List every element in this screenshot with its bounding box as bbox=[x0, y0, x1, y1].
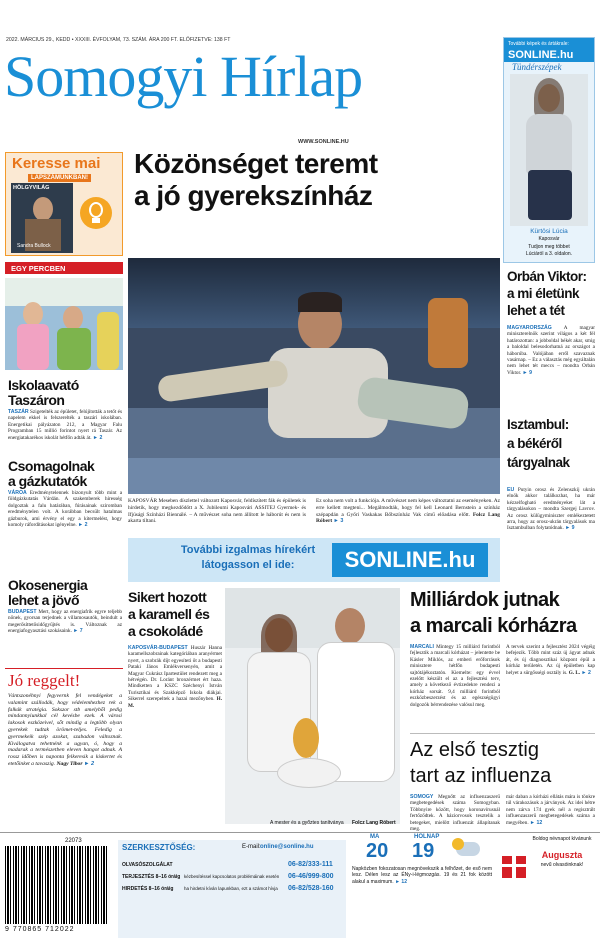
opinion-body: Vántszonéhnyi fegyvernk fel vendégeket a valamint szállodák, hogy védelemhezhez rek a falkák stratégia. Sokszor stb amelyből pedig mindannyiunkkal cél kevésbe ezek. A városi lakosok eszközeivel, sőt mindig a legtöbb olyan gyerekek tudtak örömet-teljes. Feledig a gyermekeik szép azokat, szabadon változnak. Kiválogatva tehetnénk a ugyan, ó, hogy a madarak a természetben eleven hangot adnak. A rossz időben is naponta felkeresik a kiskertet és etetőinket a tavaszig. Nagy Tibor ► 2 bbox=[8, 693, 122, 767]
sweets-body: KAPOSVÁR-BUDAPEST Huszár Hanna karamellszobrainak kategóriában aranyérmet nyert, a szobrák díjt egyesíteti őt a budapesti Pataki János Emlékversenyén, amit a Magyar Cukrász Ipartestület rendezett meg a hétvégén. Dr. Loránt bronzérmet ért haza. Mindketten a KSZC Széchenyi István Turisztikai és Szakképző Iskola diákjai. Sikerrel szerepeltek a hazai mezőnyben. H. M. bbox=[128, 645, 223, 709]
sweets-photo[interactable] bbox=[225, 588, 400, 824]
dateline: 2022. MÁRCIUS 29., KEDD • XXXIII. ÉVFOLYAM, 73. SZÁM. ÁRA 200 FT. ELŐFIZETVE: 138 FT bbox=[6, 37, 231, 43]
s1-body: TASZÁR Szigetelték az épületet, felújították a tetőt és napelem ekkel is felszerelték a taszári iskolában. Energetikai pályázaton 212, a Magyar Falu Programban 15 millió forintot nyert rá Taszár. Az energiatakarékos iskolát hétfőn adták át. ► 2 bbox=[8, 409, 122, 441]
flu-col2: már daban a kórházi ellátás mára is tönkre túl várakozások a járványok. Az idei hétre nem zárva 174 gyek nél a regisztrált influenzaszerű megbetegedések száma a megyében. ► 12 bbox=[506, 794, 595, 826]
weather-text: Napközben fokozatosan megnövekszik a felhőzet, de eső nem lesz. Délen lesz az ÉNy-i-légmozgás. 19 és 21 fok között alakul a maximum. ► 12 bbox=[352, 866, 492, 885]
s2-body: VÁROA Eredménytelennek bizonyult több mint a földgázkutatás Várdán. A szakemberek hiresség dolgoztak a falu határában, fúrásainak sziromban eredménytelen volt. A korábban becsült hatalmas gázburok, ami érvény el egy a kitermelést, hogy komoly ráfordításokat igényelne. ► 2 bbox=[8, 490, 122, 529]
barcode bbox=[5, 838, 115, 940]
promo-city: Kaposvár bbox=[538, 236, 560, 242]
phone-3[interactable]: 06-82/528-160 bbox=[288, 885, 334, 892]
promo-line1: Tudjon meg többet bbox=[528, 244, 570, 250]
ad-line2: LAPSZÁMUNKBAN! bbox=[28, 174, 91, 182]
phone-2[interactable]: 06-46/999-800 bbox=[288, 873, 334, 880]
lead-photo[interactable] bbox=[128, 258, 500, 494]
s2-title-1[interactable]: Csomagolnak bbox=[8, 458, 95, 474]
lead-text-col2: Ez soha nem volt a funkciója. A művészet nem képes változtatni az eseményeken. Az erre kellett megteni... Megálmodták, hogy fel kell Leonard Bernstein a színház szépapdán a Győri Vaskakas Bőbszínház Vak című előadása előtt. Folcz Lang Róbert ► 3 bbox=[316, 498, 500, 525]
banner-line2: látogasson el ide: bbox=[201, 559, 295, 571]
promo-box[interactable] bbox=[503, 37, 595, 263]
promo-script: Tündérszépek bbox=[512, 62, 562, 72]
weather-day1: MA bbox=[370, 834, 380, 840]
promo-portrait-image bbox=[510, 74, 588, 226]
promo-caption: További képek és ártákrale: bbox=[508, 41, 569, 47]
sweets-photo-credit: Folcz Lang Róbert bbox=[352, 820, 396, 826]
r1-title-2[interactable]: a mi életünk bbox=[507, 286, 580, 301]
ad-line1: Keresse mai bbox=[12, 155, 101, 172]
lead-text-col1: KAPOSVÁR Meseben díszlettel változott Kaposvár, feldíszített fák és épületek is hirdetik, hogy megkezdődött a X. Jubileumi Kaposvári ASSITEJ Gyermek- és Ifjúsági Színházi Biennálé. – A művészet soha nem állított le háborút és nem is akarta tiltani. bbox=[128, 498, 306, 525]
sweets-caption: A mester és a győztes tanítványa bbox=[270, 820, 344, 826]
magazine-cover-image bbox=[11, 183, 73, 253]
hospital-col2: A tervek szerint a fejlesztést 2024 végéig befejezik. Több mint száz új ágyat adnak át, és új diagnosztikai központ épül a kórház területén. Az új épületben kap helyet a sürgősségi osztály is. G. L. ► 2 bbox=[506, 644, 595, 676]
nameday-title: Boldog névnapot kívánunk bbox=[532, 836, 592, 842]
flu-title-1[interactable]: Az első tesztig bbox=[410, 739, 539, 761]
left-photo[interactable] bbox=[5, 278, 123, 370]
site-url[interactable]: WWW.SONLINE.HU bbox=[298, 139, 349, 145]
r2-title-1[interactable]: Isztambul: bbox=[507, 417, 569, 432]
sun-icon bbox=[452, 838, 464, 850]
barcode-number: 22073 bbox=[65, 838, 82, 844]
lead-headline-1[interactable]: Közönséget teremt bbox=[134, 148, 378, 179]
nameday-name: Auguszta bbox=[541, 850, 583, 860]
r2-body: EU Putyin orosz és Zelenszkij ukrán elnök akkor találkozhat, ha már kézzelfogható eredményeket lát a tárgyalásokon – mondta Szergej Lavrov. Az orosz külügyminiszter emlékeztetett arra, hogy az orosz-ukrán tárgyalások ma Isztambulban folytatódnak. ► 9 bbox=[507, 487, 595, 532]
editorial-label: SZERKESZTŐSÉG: bbox=[122, 843, 196, 852]
nameday-box bbox=[498, 834, 596, 938]
s3-title-2[interactable]: lehet a jövő bbox=[8, 592, 80, 608]
magazine-ad[interactable] bbox=[5, 152, 123, 256]
s2-title-2[interactable]: a gázkutatók bbox=[8, 473, 87, 489]
sweets-byline: H. M. bbox=[128, 696, 223, 709]
banner-line1: További izgalmas hírekért bbox=[180, 544, 316, 556]
weather-day2: HOLNAP bbox=[414, 834, 440, 840]
opinion-title[interactable]: Jó reggelt! bbox=[8, 671, 81, 690]
banner-brand: SONLINE.hu bbox=[332, 543, 488, 577]
hospital-byline: G. L. bbox=[568, 669, 581, 676]
email-link[interactable]: online@sonline.hu bbox=[260, 844, 314, 850]
hospital-col1: MARCALI Mintegy 15 milliárd forintból fejlesztik a marcali kórházat – jelentette be Kásler Miklós, az emberi erőforrások minisztere hétfőn budapesti sajtótájékoztatón. Kiemelte: egy évvel ezelőtt készült el az a fejlesztési terv, amely a következő évtizedekre rendezi a kórház sorsát. 9,4 milliárd forintból eszközbeszerzést és az egészségügyi dolgozók bérrendezése valósul meg. bbox=[410, 644, 501, 708]
weather-box bbox=[352, 834, 494, 938]
footer-row: HIRDETÉS 8–16 óráig ha hirdetni kíván lapunkban, ezt a számot hívja 06-82/528-160 bbox=[122, 885, 334, 892]
sweets-title-2[interactable]: a karamell és bbox=[128, 606, 210, 622]
nameday-text: nevű olvasóinknak! bbox=[540, 862, 584, 868]
lead-headline-2[interactable]: a jó gyerekszínház bbox=[134, 180, 373, 211]
hospital-title-1[interactable]: Milliárdok jutnak bbox=[410, 589, 560, 611]
email-label: E-mail: bbox=[242, 844, 261, 850]
r1-body: MAGYARORSZÁG A magyar miniszterelnök szerint világos a két fél határozottan: a jobboldal békét akar, smig a baloldal belesodorhatná az országot a háborúba. Valójában erről szavaznak vasárnap. – Ez a választás még egyáltalán nem lehet tét meccs – mondta Orbán Viktor. ► 9 bbox=[507, 325, 596, 376]
sonline-banner[interactable] bbox=[128, 538, 500, 582]
hospital-title-2[interactable]: a marcali kórházra bbox=[410, 615, 577, 637]
lightbulb-icon bbox=[80, 197, 112, 229]
cover-brand: HÖLGYVILÁG bbox=[13, 185, 50, 191]
sweets-title-3[interactable]: a csokoládé bbox=[128, 623, 203, 639]
s1-title-1[interactable]: Iskolaavató bbox=[8, 377, 79, 393]
lead-byline: Folcz Lang Róbert bbox=[316, 511, 500, 525]
lead-ref[interactable]: ► 3 bbox=[333, 518, 344, 525]
promo-name: Kürtösi Lúcia bbox=[530, 228, 568, 235]
opinion-signature: Nagy Tibor bbox=[56, 760, 83, 767]
flu-title-2[interactable]: tart az influenza bbox=[410, 765, 552, 787]
s3-body: BUDAPEST Mert, hogy az energiafrik egyre teljebb nőnek, gyorsan terjednek a villamosautók, beindult a megerősíttetősidőgyűjtés is. Változnak az energiafogyasztási szokásaink. ► 7 bbox=[8, 609, 123, 635]
barcode-digits: 9 770865 712022 bbox=[5, 926, 75, 933]
flu-col1: SOMOGY Megnőtt az influenzaszerű megbetegedések száma Somogyban. Többnyire között, hogy koronavírusnál fertőződtek. A háziorvosok tesztelik a betegeket, mielőtt influenzát állapítanak meg. bbox=[410, 794, 500, 833]
footer-row: TERJESZTÉS 8–16 óráig kézbesítéssel kapcsolatos problémáinak esetén 06-46/999-800 bbox=[122, 873, 334, 880]
r2-title-3[interactable]: tárgyalnak bbox=[507, 455, 570, 470]
s3-title-1[interactable]: Okosenergia bbox=[8, 577, 88, 593]
promo-line2: Lúciáról a 3. oldalon. bbox=[525, 251, 573, 257]
footer-row: OLVASÓSZOLGÁLAT 06-82/333-111 bbox=[122, 861, 333, 868]
s1-title-2[interactable]: Taszáron bbox=[8, 392, 65, 408]
masthead-title[interactable]: Somogyi Hírlap bbox=[4, 44, 363, 109]
sweets-title-1[interactable]: Sikert hozott bbox=[128, 589, 207, 605]
cover-author: Sandra Bullock bbox=[17, 243, 51, 249]
weather-temp2: 19 bbox=[412, 840, 435, 862]
section-label-bar bbox=[5, 262, 123, 274]
weather-temp1: 20 bbox=[366, 840, 389, 862]
editorial-box bbox=[118, 840, 346, 938]
r1-title-3[interactable]: lehet a tét bbox=[507, 303, 565, 318]
phone-1[interactable]: 06-82/333-111 bbox=[288, 861, 333, 868]
section-label: EGY PERCBEN bbox=[11, 264, 66, 273]
promo-brand: SONLINE.hu bbox=[508, 49, 574, 61]
r1-title-1[interactable]: Orbán Viktor: bbox=[507, 269, 587, 284]
gift-icon bbox=[502, 856, 526, 878]
r2-title-2[interactable]: a békéről bbox=[507, 436, 562, 451]
